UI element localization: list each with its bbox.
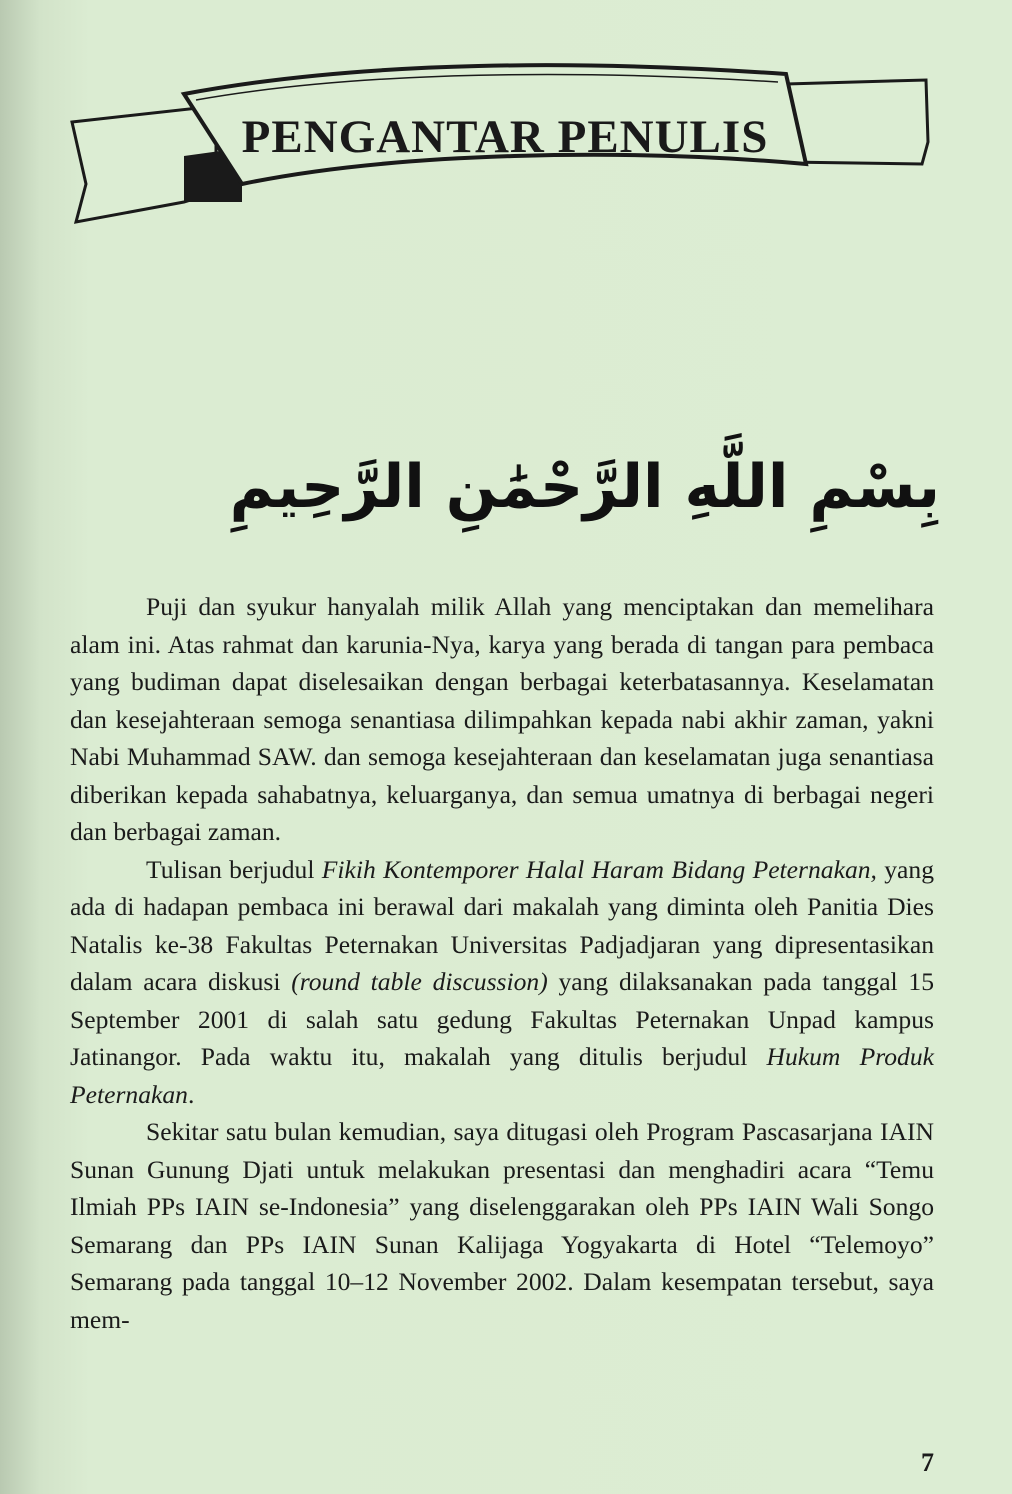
text-run: Sekitar satu bulan kemudian, saya ditugasi oleh Program Pascasarjana IAIN Sunan Gunung Djati untuk melakukan presentasi dan menghadiri acara “Temu Ilmiah PPs IAIN se-Indonesia” yang diselenggarakan oleh PPs IAIN Wali Songo Semarang dan PPs IAIN Sunan Kalijaga Yogyakarta di Hotel “Telemoyo” Semarang pada tanggal 10–12 November 2002. Dalam kesempatan tersebut, saya mem- <box>70 1117 934 1334</box>
paragraph <box>70 851 934 1114</box>
text-run: Tulisan berjudul <box>146 854 322 884</box>
paragraph <box>70 588 934 851</box>
text-run: yang dilaksanakan pada tanggal 15 September 2001 di salah satu gedung Fakultas Peternakan Unpad kampus Jatinangor. Pada waktu itu, makalah yang ditulis berjudul <box>70 967 934 1071</box>
italic-run: Fikih Kontemporer Halal Haram Bidang Peternakan, <box>321 854 877 884</box>
text-run: . <box>187 1079 195 1109</box>
basmala-calligraphy: بِسْمِ اللَّهِ الرَّحْمَٰنِ الرَّحِيمِ <box>229 452 940 522</box>
paragraph <box>70 1113 934 1338</box>
page-number: 7 <box>921 1448 934 1477</box>
text-run: yang ada di hadapan pembaca ini berawal dari makalah yang diminta oleh Panitia Dies Natalis ke-38 Fakultas Peternakan Universitas Padjadjaran yang dipresentasikan dalam acara diskusi <box>70 854 934 996</box>
body-text <box>70 588 934 1338</box>
italic-run: Hukum Produk Peternakan <box>70 1042 934 1109</box>
text-run: Puji dan syukur hanyalah milik Allah yang menciptakan dan memelihara alam ini. Atas rahmat dan karunia-Nya, karya yang berada di tangan para pembaca yang budiman dapat diselesaikan dengan berbagai keterbatasannya. Keselamatan dan kesejahteraan semoga senantiasa dilimpahkan kepada nabi akhir zaman, yakni Nabi Muhammad SAW. dan semoga kesejahteraan dan keselamatan juga senantiasa diberikan kepada sahabatnya, keluarganya, dan semua umatnya di berbagai negeri dan berbagai zaman. <box>70 592 934 846</box>
page-title: PENGANTAR PENULIS <box>241 111 769 163</box>
italic-run: (round table discussion) <box>291 967 548 996</box>
